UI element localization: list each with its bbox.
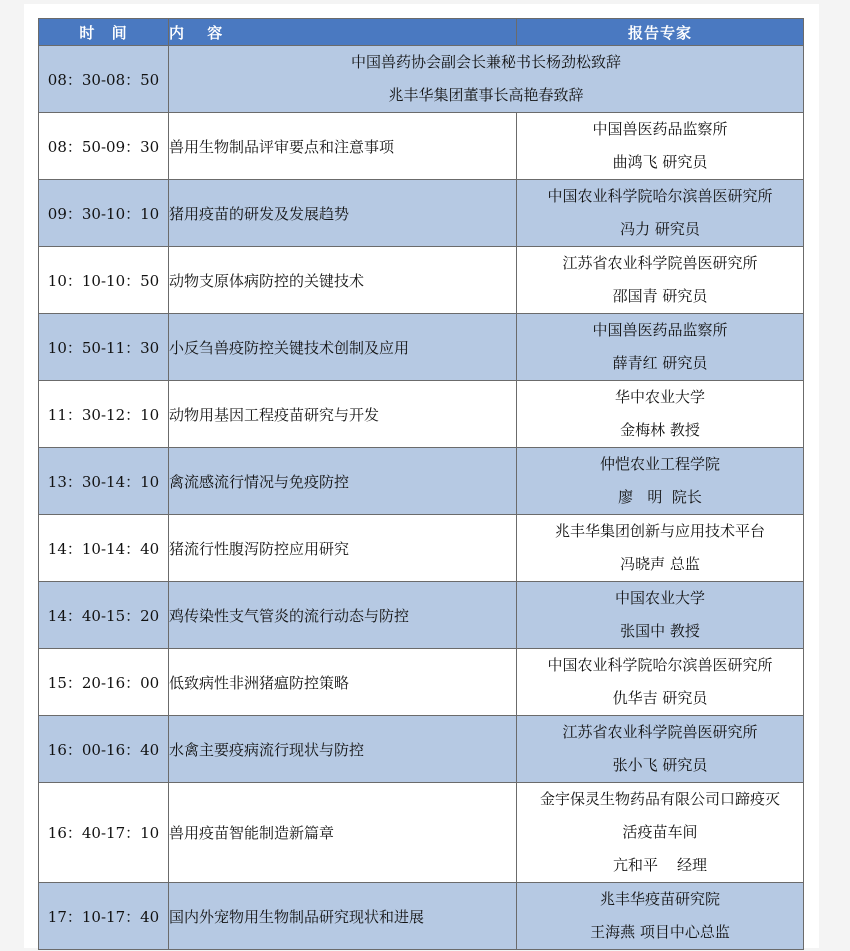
row-topic: 国内外宠物用生物制品研究现状和进展 [169, 883, 517, 950]
expert-person: 王海燕 项目中心总监 [590, 923, 730, 941]
row-expert [517, 113, 804, 180]
expert-person: 廖 明 院长 [618, 488, 702, 506]
row-topic: 猪流行性腹泻防控应用研究 [169, 515, 517, 582]
table-row [39, 381, 804, 448]
expert-org: 中国农业科学院哈尔滨兽医研究所 [547, 656, 773, 674]
row-expert [517, 448, 804, 515]
row-topic: 鸡传染性支气管炎的流行动态与防控 [169, 582, 517, 649]
expert-org: 江苏省农业科学院兽医研究所 [562, 254, 758, 272]
row-topic: 动物用基因工程疫苗研究与开发 [169, 381, 517, 448]
expert-person: 冯力 研究员 [620, 220, 700, 238]
expert-org: 兆丰华疫苗研究院 [599, 890, 720, 908]
agenda-table [38, 18, 804, 950]
row-topic: 兽用生物制品评审要点和注意事项 [169, 113, 517, 180]
expert-person: 仇华吉 研究员 [612, 689, 708, 707]
row-time: 16：00-16：40 [39, 716, 169, 783]
row-topic: 猪用疫苗的研发及发展趋势 [169, 180, 517, 247]
expert-person: 曲鸿飞 研究员 [612, 153, 708, 171]
expert-person: 亢和平 经理 [612, 856, 708, 874]
expert-person: 张国中 教授 [620, 622, 700, 640]
opening-line-1: 中国兽药协会副会长兼秘书长杨劲松致辞 [350, 53, 621, 71]
row-time: 16：40-17：10 [39, 783, 169, 883]
row-time: 14：40-15：20 [39, 582, 169, 649]
row-topic: 低致病性非洲猪瘟防控策略 [169, 649, 517, 716]
expert-org-cont: 活疫苗车间 [622, 823, 698, 841]
expert-org: 金宇保灵生物药品有限公司口蹄疫灭 [539, 790, 780, 808]
table-row [39, 883, 804, 950]
expert-person: 金梅林 教授 [620, 421, 700, 439]
expert-org: 中国农业科学院哈尔滨兽医研究所 [547, 187, 773, 205]
table-row [39, 247, 804, 314]
row-expert [517, 883, 804, 950]
table-row [39, 314, 804, 381]
expert-person: 张小飞 研究员 [612, 756, 708, 774]
expert-org: 中国兽医药品监察所 [592, 120, 728, 138]
row-expert [517, 180, 804, 247]
row-time: 10：50-11：30 [39, 314, 169, 381]
expert-person: 冯晓声 总监 [620, 555, 700, 573]
row-time: 09：30-10：10 [39, 180, 169, 247]
row-topic: 小反刍兽疫防控关键技术创制及应用 [169, 314, 517, 381]
expert-org: 中国兽医药品监察所 [592, 321, 728, 339]
header-expert: 报告专家 [517, 19, 804, 46]
expert-person: 薛青红 研究员 [612, 354, 708, 372]
row-time: 08：30-08：50 [39, 46, 169, 113]
row-time: 17：10-17：40 [39, 883, 169, 950]
table-row [39, 515, 804, 582]
row-expert [517, 582, 804, 649]
table-row [39, 448, 804, 515]
opening-remarks [169, 46, 804, 113]
expert-org: 江苏省农业科学院兽医研究所 [562, 723, 758, 741]
table-row [39, 783, 804, 883]
row-topic: 禽流感流行情况与免疫防控 [169, 448, 517, 515]
row-topic: 水禽主要疫病流行现状与防控 [169, 716, 517, 783]
row-expert [517, 381, 804, 448]
expert-org: 华中农业大学 [614, 388, 705, 406]
table-row-opening [39, 46, 804, 113]
expert-org: 仲恺农业工程学院 [599, 455, 720, 473]
expert-org: 兆丰华集团创新与应用技术平台 [554, 522, 765, 540]
row-topic: 兽用疫苗智能制造新篇章 [169, 783, 517, 883]
agenda-sheet [24, 4, 819, 948]
table-row [39, 582, 804, 649]
expert-org: 中国农业大学 [614, 589, 705, 607]
header-content: 内 容 [169, 19, 517, 46]
row-time: 10：10-10：50 [39, 247, 169, 314]
header-row [39, 19, 804, 46]
table-row [39, 649, 804, 716]
table-row [39, 716, 804, 783]
header-time: 时 间 [39, 19, 169, 46]
table-row [39, 180, 804, 247]
row-topic: 动物支原体病防控的关键技术 [169, 247, 517, 314]
row-expert [517, 716, 804, 783]
expert-person: 邵国青 研究员 [612, 287, 708, 305]
row-expert [517, 314, 804, 381]
row-time: 14：10-14：40 [39, 515, 169, 582]
row-expert [517, 783, 804, 883]
row-time: 15：20-16：00 [39, 649, 169, 716]
row-expert [517, 649, 804, 716]
row-expert [517, 515, 804, 582]
row-expert [517, 247, 804, 314]
table-row [39, 113, 804, 180]
opening-line-2: 兆丰华集团董事长高艳春致辞 [388, 86, 584, 104]
row-time: 13：30-14：10 [39, 448, 169, 515]
row-time: 11：30-12：10 [39, 381, 169, 448]
row-time: 08：50-09：30 [39, 113, 169, 180]
